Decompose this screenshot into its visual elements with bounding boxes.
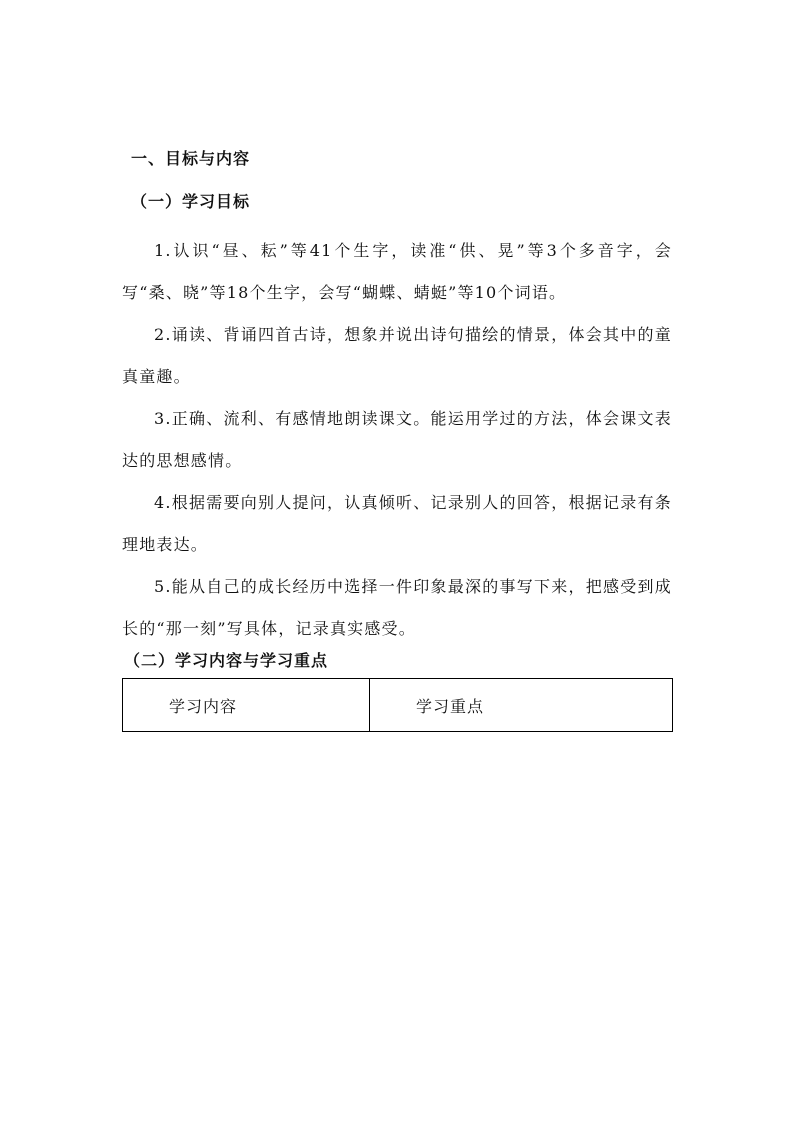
goal-item-4: 4.根据需要向别人提问，认真倾听、记录别人的回答，根据记录有条理地表达。 — [122, 493, 672, 554]
goal-item-3: 3.正确、流利、有感情地朗读课文。能运用学过的方法，体会课文表达的思想感情。 — [122, 409, 672, 470]
learning-goals-heading: （一）学习目标 — [131, 192, 251, 211]
section-heading: 一、目标与内容 — [131, 149, 251, 168]
goal-item-2: 2.诵读、背诵四首古诗，想象并说出诗句描绘的情景，体会其中的童真童趣。 — [122, 325, 672, 386]
content-focus-table — [122, 678, 673, 732]
learning-goals-list — [122, 230, 672, 650]
goal-item-1: 1.认识“昼、耘”等41个生字，读准“供、晃”等3个多音字，会写“桑、晓”等18个生字，会写“蝴蝶、蜻蜓”等10个词语。 — [122, 241, 672, 302]
table-header-row — [123, 679, 673, 732]
content-focus-heading: （二）学习内容与学习重点 — [124, 651, 329, 670]
header-learning-content: 学习内容 — [123, 679, 370, 732]
header-learning-focus: 学习重点 — [370, 679, 673, 732]
goal-item-5: 5.能从自己的成长经历中选择一件印象最深的事写下来，把感受到成长的“那一刻”写具体，记录真实感受。 — [122, 577, 672, 638]
